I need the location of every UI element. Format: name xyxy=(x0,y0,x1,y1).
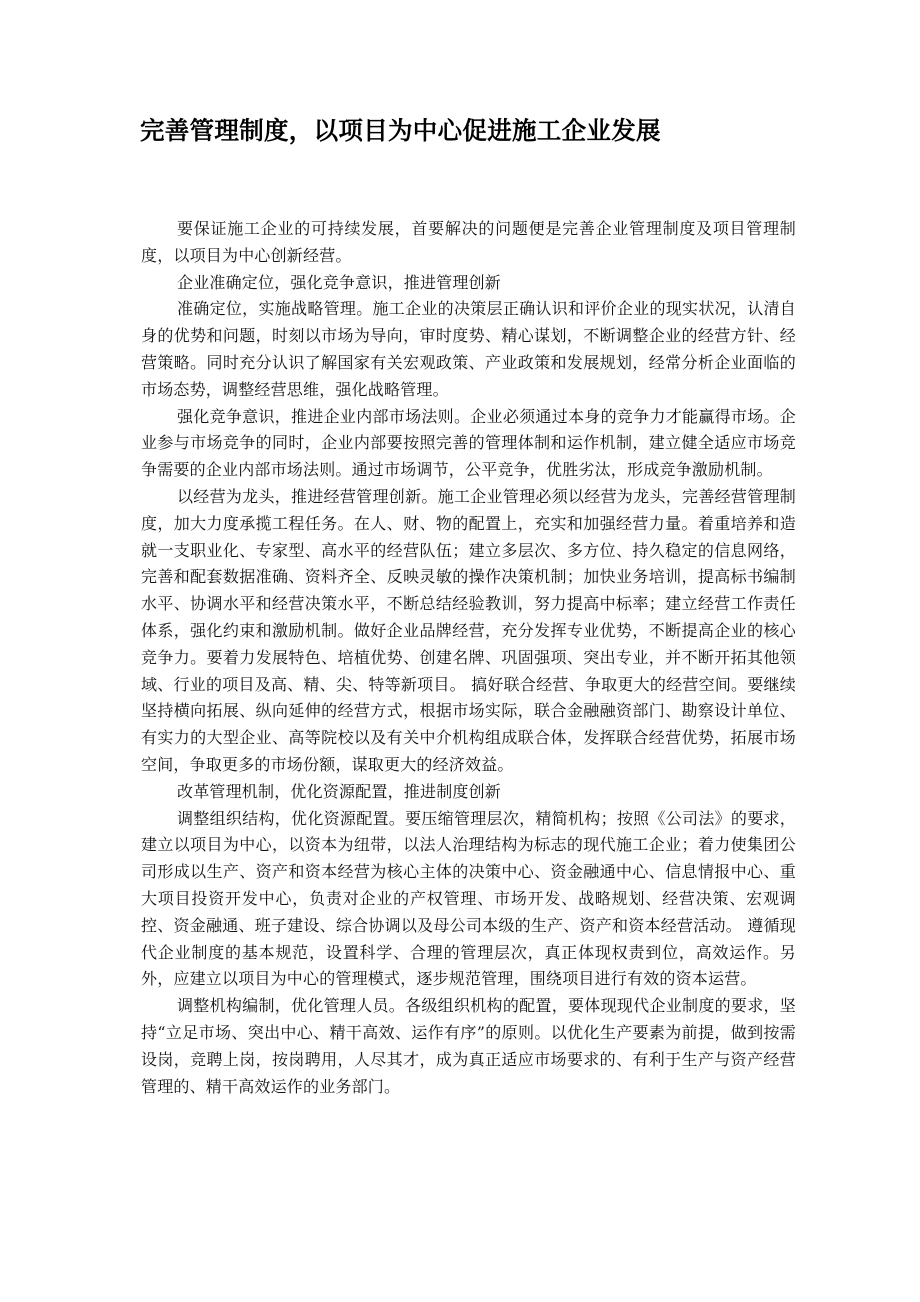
paragraph-strategic-management: 准确定位，实施战略管理。施工企业的决策层正确认识和评价企业的现实状况，认清自身的优势和问题，时刻以市场为导向，审时度势、精心谋划，不断调整企业的经营方针、经营策略。同时充分认识了解国家有关宏观政策、产业政策和发展规划，经常分析企业面临的市场态势，调整经营思维，强化战略管理。 xyxy=(141,299,796,399)
document-title: 完善管理制度，以项目为中心促进施工企业发展 xyxy=(140,116,661,145)
section-heading-mechanism-reform: 改革管理机制，优化资源配置，推进制度创新 xyxy=(177,781,502,801)
paragraph-staffing-adjustment: 调整机构编制，优化管理人员。各级组织机构的配置，要体现现代企业制度的要求，坚持“立足市场、突出中心、精干高效、运作有序”的原则。以优化生产要素为前提，做到按需设岗，竞聘上岗，按岗聘用，人尽其才，成为真正适应市场要求的、有利于生产与资产经营管理的、精干高效运作的业务部门。 xyxy=(141,996,796,1096)
paragraph-operation-innovation: 以经营为龙头，推进经营管理创新。施工企业管理必须以经营为龙头，完善经营管理制度，加大力度承揽工程任务。在人、财、物的配置上，充实和加强经营力量。着重培养和造就一支职业化、专家型、高水平的经营队伍；建立多层次、多方位、持久稳定的信息网络，完善和配套数据准确、资料齐全、反映灵敏的操作决策机制；加快业务培训，提高标书编制水平、协调水平和经营决策水平，不断总结经验教训，努力提高中标率；建立经营工作责任体系，强化约束和激励机制。做好企业品牌经营，充分发挥专业优势，不断提高企业的核心竞争力。要着力发展特色、培植优势、创建名牌、巩固强项、突出专业，并不断开拓其他领域、行业的项目及高、精、尖、特等新项目。 搞好联合经营、争取更大的经营空间。要继续坚持横向拓展、纵向延伸的经营方式，根据市场实际，联合金融融资部门、勘察设计单位、有实力的大型企业、高等院校以及有关中介机构组成联合体，发挥联合经营优势，拓展市场空间，争取更多的市场份额，谋取更大的经济效益。 xyxy=(141,486,796,774)
paragraph-organization-structure: 调整组织结构，优化资源配置。要压缩管理层次，精简机构；按照《公司法》的要求，建立以项目为中心，以资本为纽带，以法人治理结构为标志的现代施工企业；着力使集团公司形成以生产、资产和资本经营为核心主体的决策中心、资金融通中心、信息情报中心、重大项目投资开发中心，负责对企业的产权管理、市场开发、战略规划、经营决策、宏观调控、资金融通、班子建设、综合协调以及母公司本级的生产、资产和资本经营活动。 遵循现代企业制度的基本规范，设置科学、合理的管理层次，真正体现权责到位，高效运作。另外，应建立以项目为中心的管理模式，逐步规范管理，围绕项目进行有效的资本运营。 xyxy=(141,808,796,989)
intro-paragraph: 要保证施工企业的可持续发展，首要解决的问题便是完善企业管理制度及项目管理制度，以项目为中心创新经营。 xyxy=(141,219,796,265)
section-heading-positioning: 企业准确定位，强化竞争意识，推进管理创新 xyxy=(177,272,502,292)
document-body xyxy=(141,216,796,1100)
paragraph-competition-awareness: 强化竞争意识，推进企业内部市场法则。企业必须通过本身的竞争力才能赢得市场。企业参与市场竞争的同时，企业内部要按照完善的管理体制和运作机制，建立健全适应市场竞争需要的企业内部市场法则。通过市场调节，公平竞争，优胜劣汰，形成竞争激励机制。 xyxy=(141,406,796,480)
